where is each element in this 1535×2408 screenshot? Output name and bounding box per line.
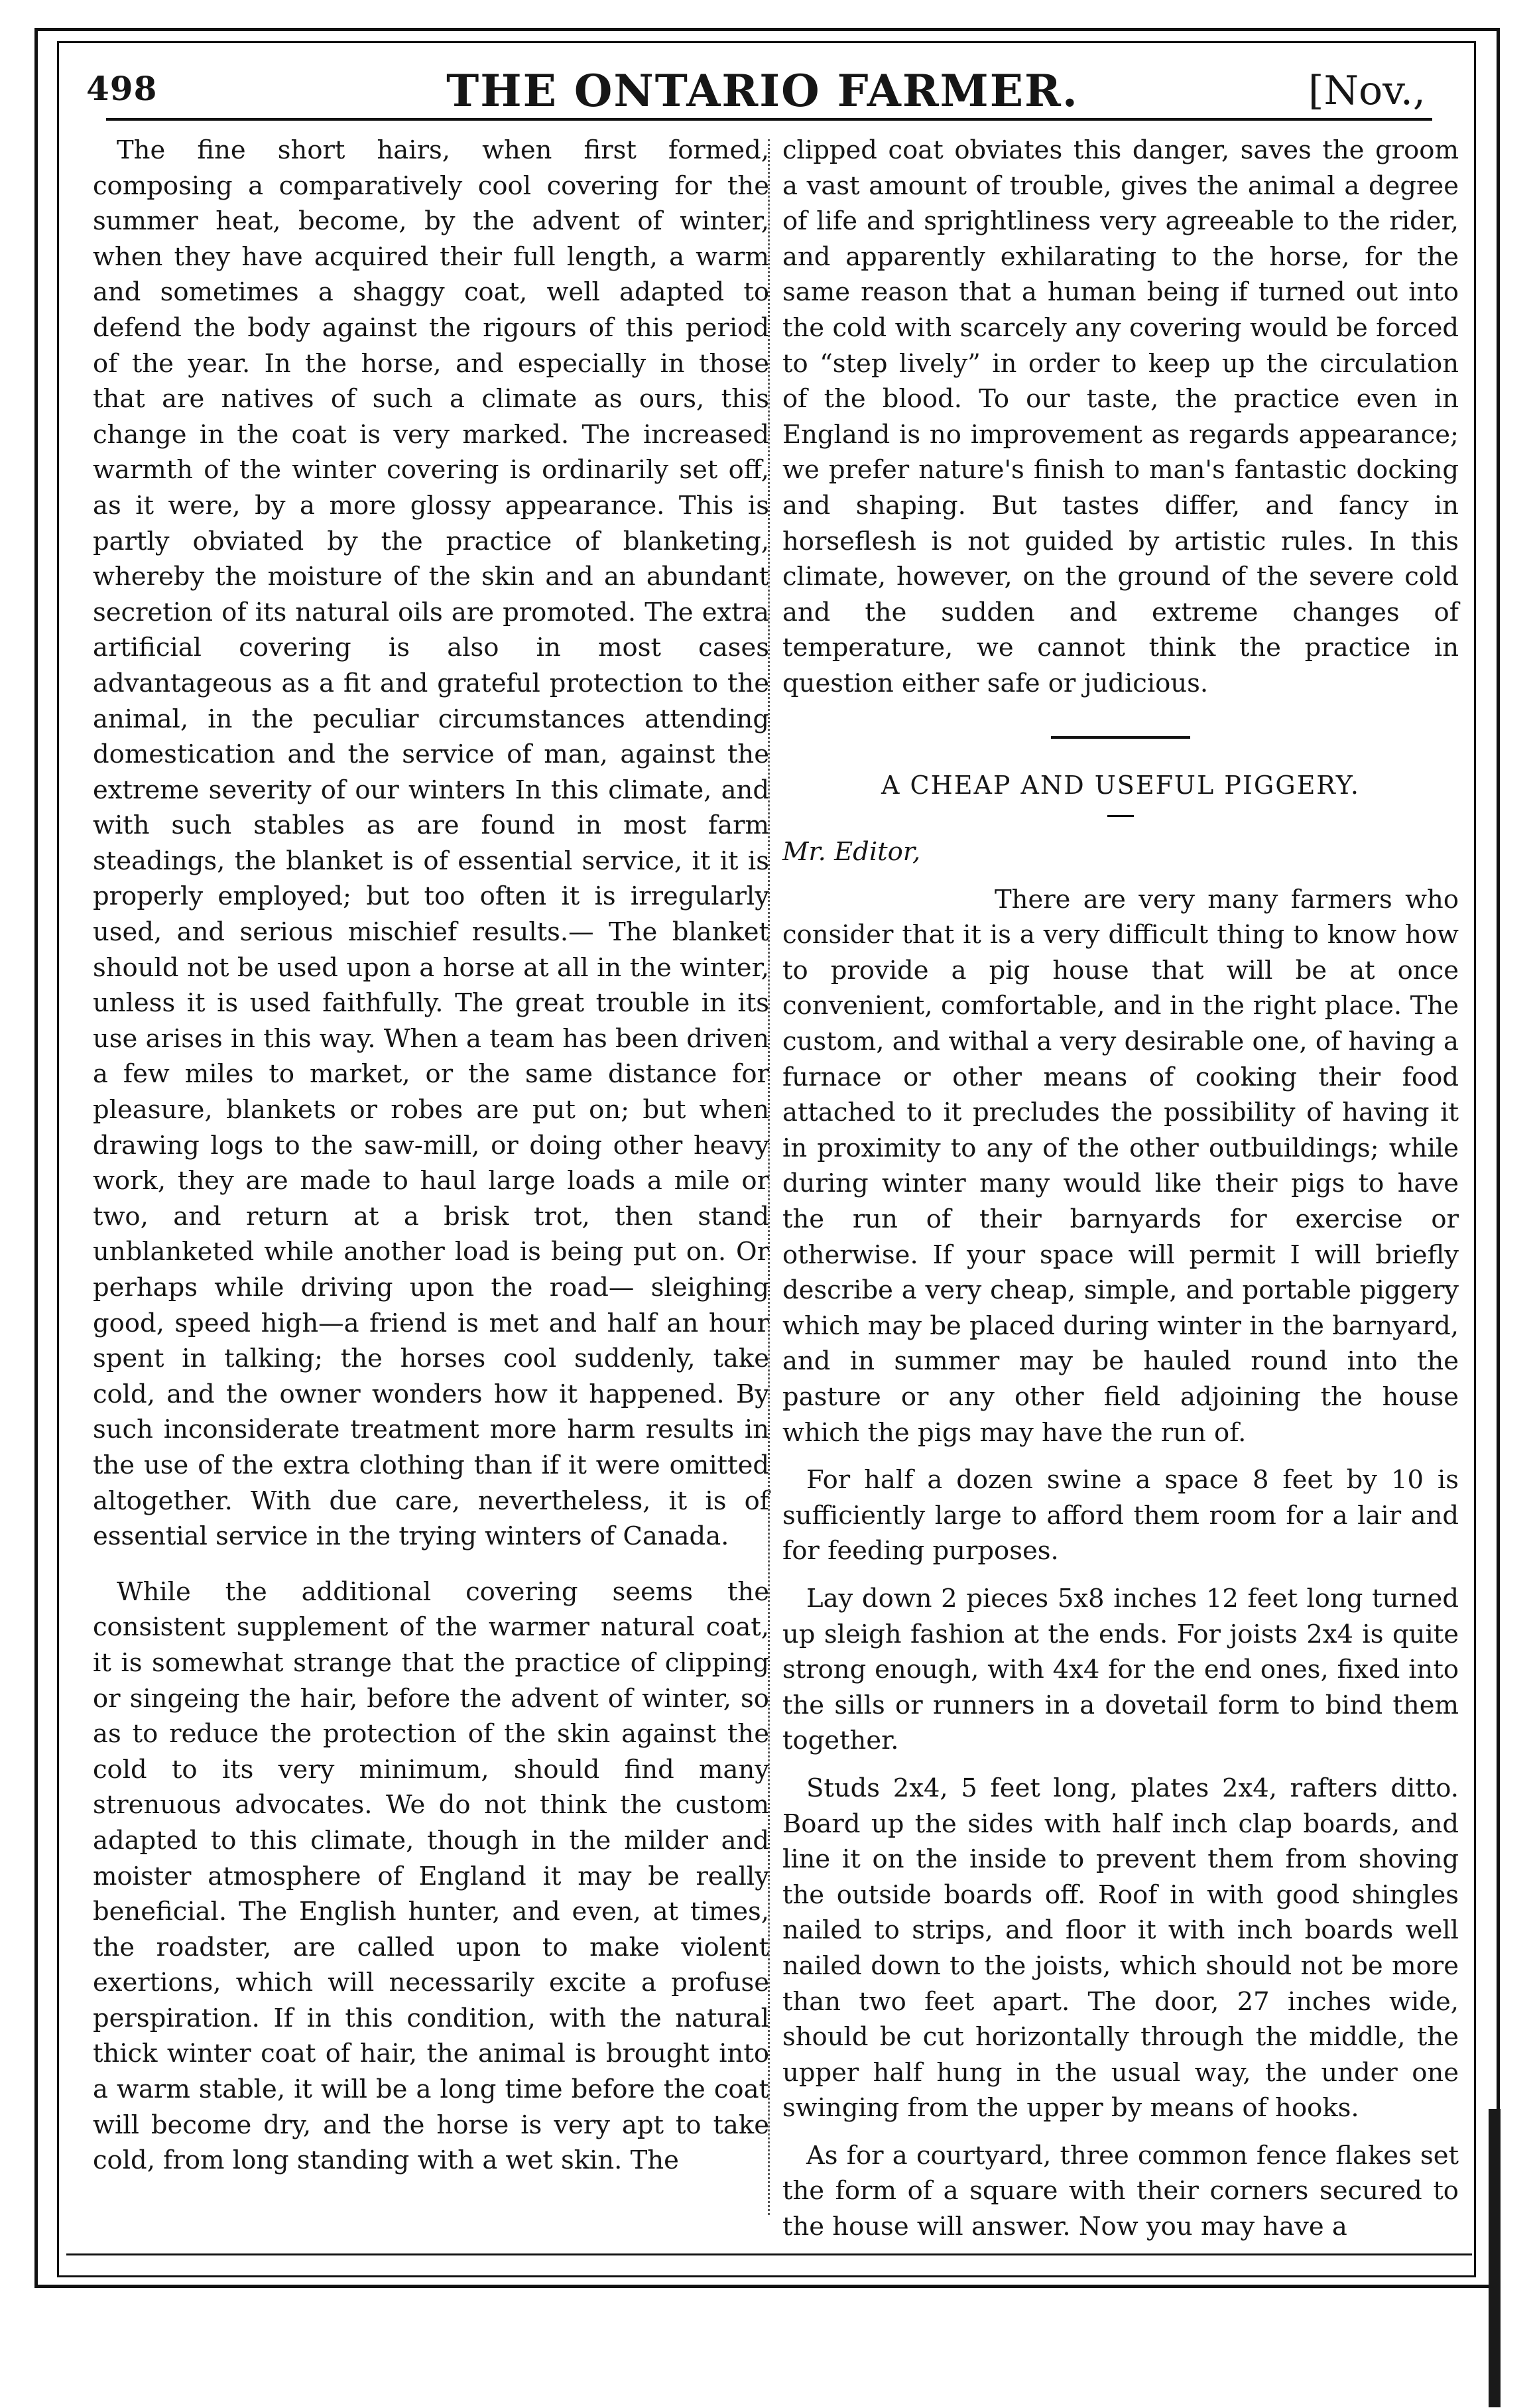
article-paragraph-1: There are very many farmers who consider that it is a very difficult thing to know how to provide a pig house that will be at once convenient, comfortable, and in the right place. The custom, and withal a very desirable one, of having a furnace or other means of cooking their food attached to it precludes the possibility of having it in proximity to any of the other outbuildings; while during winter many would like their pigs to have the run of their barnyards for exercise or otherwise. If your space will permit I will briefly describe a very cheap, simple, and portable piggery which may be placed during winter in the barnyard, and in summer may be hauled round into the pasture or any other field adjoining the house which the pigs may have the run of.: [782, 884, 1459, 1448]
issue-month: [Nov.,: [1308, 68, 1426, 114]
right-continuation-paragraph: clipped coat obviates this danger, saves the groom a vast amount of trouble, gives the animal a degree of life and sprightliness very agreeable to the rider, and apparently exhilarating to the horse, for the same reason that a human being if turned out into the cold with scarcely any covering would be forced to “step lively” in order to keep up the circulation of the blood. To our taste, the practice even in England is no improvement as regards appearance; we prefer nature's finish to man's fantastic docking and shaping. But tastes differ, and fancy in horseflesh is not guided by artistic rules. In this climate, however, on the ground of the severe cold and the sudden and extreme changes of temperature, we cannot think the practice in question either safe or judicious.: [782, 135, 1459, 698]
column-divider: [768, 139, 770, 2215]
article-paragraph-2: For half a dozen swine a space 8 feet by 10 is sufficiently large to afford them room for a lair and for feeding purposes.: [782, 1465, 1459, 1566]
bottom-rule: [66, 2253, 1472, 2255]
page-header: [73, 52, 1452, 125]
article-paragraph-5: As for a courtyard, three common fence flakes set the form of a square with their corners secured to the house will answer. Now you may have a: [782, 2140, 1459, 2242]
salutation: Mr. Editor,: [782, 837, 921, 867]
journal-title: THE ONTARIO FARMER.: [446, 65, 1079, 117]
article-paragraph-3: Lay down 2 pieces 5x8 inches 12 feet long turned up sleigh fashion at the ends. For joists 2x4 is quite strong enough, with 4x4 for the end ones, fixed into the sills or runners in a dovetail form to bind them together.: [782, 1583, 1459, 1756]
title-dash: [1107, 815, 1134, 817]
header-rule: [106, 118, 1432, 121]
left-paragraph-1: The fine short hairs, when first formed, composing a comparatively cool covering for the summer heat, become, by the advent of winter, when they have acquired their full length, a warm and sometimes a shaggy coat, well adapted to defend the body against the rigours of this period of the year. In the horse, and especially in those that are natives of such a climate as ours, this change in the coat is very marked. The increased warmth of the winter covering is ordinarily set off, as it were, by a more glossy appearance. This is partly obviated by the practice of blanketing, whereby the moisture of the skin and an abundant secretion of its natural oils are promoted. The extra artificial covering is also in most cases advantageous as a fit and grateful protection to the animal, in the peculiar circumstances attending domestication and the service of man, against the extreme severity of our winters In this climate, and with such stables as are found in most farm steadings, the blanket is of essential service, it it is properly employed; but too often it is irregularly used, and serious mischief results.— The blanket should not be used upon a horse at all in the winter, unless it is used faithfully. The great trouble in its use arises in this way. When a team has been driven a few miles to market, or the same distance for pleasure, blankets or robes are put on; but when drawing logs to the saw-mill, or doing other heavy work, they are made to haul large loads a mile or two, and return at a brisk trot, then stand unblanketed while another load is being put on. Or perhaps while driving upon the road— sleighing good, speed high—a friend is met and half an hour spent in talking; the horses cool suddenly, take cold, and the owner wonders how it happened. By such inconsiderate treatment more harm results in the use of the extra clothing than if it were omitted altogether. With due care, nevertheless, it is of essential service in the trying winters of Canada.: [93, 135, 769, 1552]
right-column: [782, 133, 1459, 2257]
left-paragraph-2: While the additional covering seems the consistent supplement of the warmer natural coat, it is somewhat strange that the practice of clipping or singeing the hair, before the advent of winter, so as to reduce the protection of the skin against the cold to its very minimum, should find many strenuous advocates. We do not think the custom adapted to this climate, though in the milder and moister atmosphere of England it may be really beneficial. The English hunter, and even, at times, the roadster, are called upon to make violent exertions, which will necessarily excite a profuse perspiration. If in this condition, with the natural thick winter coat of hair, the animal is brought into a warm stable, it will be a long time before the coat will become dry, and the horse is very apt to take cold, from long standing with a wet skin. The: [93, 1576, 769, 2176]
page-number: 498: [86, 69, 158, 108]
article-paragraph-4: Studs 2x4, 5 feet long, plates 2x4, rafters ditto. Board up the sides with half inch clap boards, and line it on the inside to prevent them from shoving the outside boards off. Roof in with good shingles nailed to strips, and floor it with inch boards well nailed down to the joists, which should not be more than two feet apart. The door, 27 inches wide, should be cut horizontally through the middle, the upper half hung in the usual way, the under one swinging from the upper by means of hooks.: [782, 1773, 1459, 2123]
article-title: A CHEAP AND USEFUL PIGGERY.: [881, 770, 1361, 800]
section-rule: [1051, 736, 1190, 739]
scan-edge-shadow: [1489, 2109, 1501, 2407]
left-column: [93, 133, 769, 2190]
